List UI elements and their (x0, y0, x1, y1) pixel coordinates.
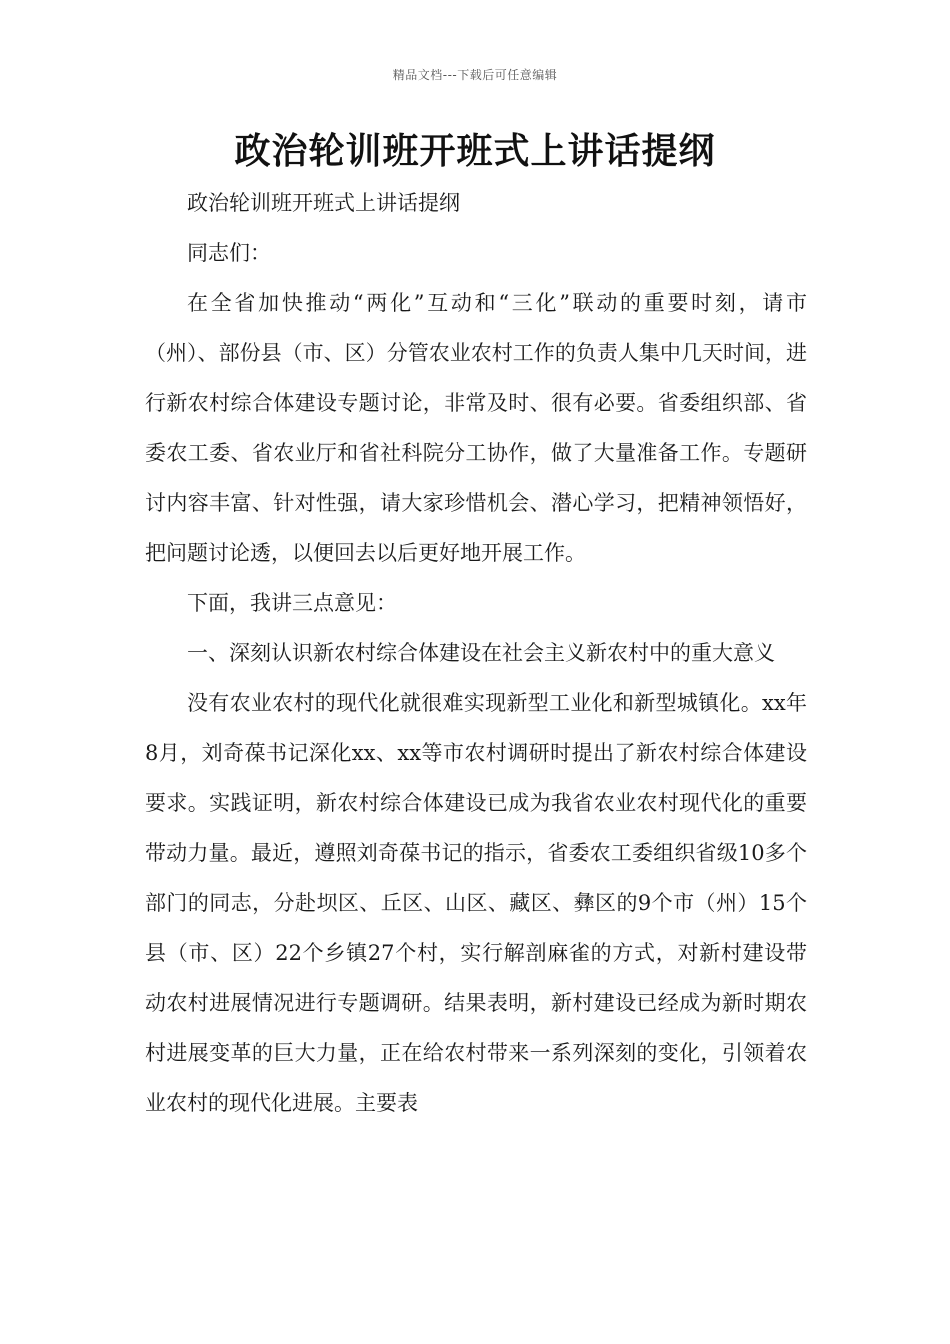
section-heading: 一、深刻认识新农村综合体建设在社会主义新农村中的重大意义 (187, 641, 775, 665)
header-note: 精品文档---下载后可任意编辑 (392, 68, 558, 82)
body-paragraph: 在全省加快推动“两化”互动和“三化”联动的重要时刻，请市（州）、部份县（市、区）分管农业农村工作的负责人集中几天时间，进行新农村综合体建设专题讨论，非常及时、很有必要。省委组织部、省委农工委、省农业厅和省社科院分工协作，做了大量准备工作。专题研讨内容丰富、针对性强，请大家珍惜机会、潜心学习，把精神领悟好，把问题讨论透，以便回去以后更好地开展工作。 (145, 291, 807, 565)
document-title: 政治轮训班开班式上讲话提纲 (234, 131, 716, 172)
body-paragraph: 下面，我讲三点意见： (187, 591, 397, 615)
subtitle-paragraph: 政治轮训班开班式上讲话提纲 (187, 191, 460, 215)
salutation-paragraph: 同志们： (187, 241, 271, 265)
document-body (145, 178, 807, 1128)
body-paragraph: 没有农业农村的现代化就很难实现新型工业化和新型城镇化。xx年8月，刘奇葆书记深化xx、xx等市农村调研时提出了新农村综合体建设要求。实践证明，新农村综合体建设已成为我省农业农村现代化的重要带动力量。最近，遵照刘奇葆书记的指示，省委农工委组织省级10多个部门的同志，分赴坝区、丘区、山区、藏区、彝区的9个市（州）15个县（市、区）22个乡镇27个村，实行解剖麻雀的方式，对新村建设带动农村进展情况进行专题调研。结果表明，新村建设已经成为新时期农村进展变革的巨大力量，正在给农村带来一系列深刻的变化，引领着农业农村的现代化进展。主要表 (145, 691, 807, 1115)
